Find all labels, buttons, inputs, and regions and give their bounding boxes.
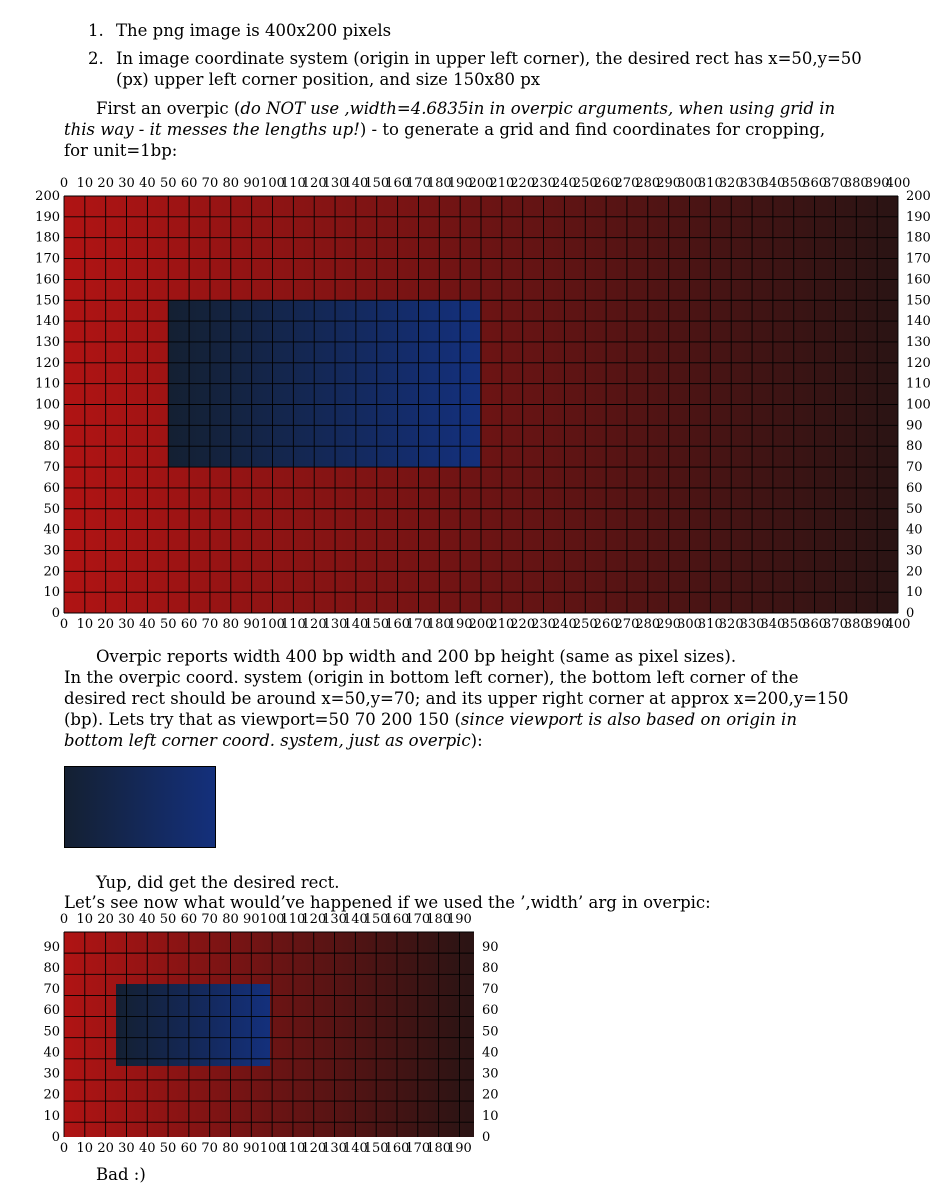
y-tick-label-left: 150: [35, 293, 60, 309]
x-tick-label-top: 40: [138, 912, 156, 927]
x-tick-label-top: 220: [510, 176, 536, 191]
y-tick-label-left: 120: [35, 355, 60, 371]
x-tick-label-top: 70: [201, 912, 218, 927]
x-tick-label-top: 190: [447, 176, 473, 191]
x-tick-label-bottom: 140: [343, 617, 369, 632]
x-tick-label-bottom: 320: [718, 617, 744, 632]
x-tick-label-top: 380: [843, 176, 869, 191]
x-tick-label-bottom: 80: [222, 1141, 239, 1156]
y-tick-label-right: 180: [906, 230, 931, 246]
y-tick-label-left: 200: [35, 189, 60, 204]
para-text: ):: [470, 731, 483, 750]
paragraph-line: Overpic reports width 400 bp width and 200 bp height (same as pixel sizes).: [96, 647, 737, 666]
x-tick-label-top: 390: [864, 176, 890, 191]
x-tick-label-bottom: 60: [180, 1141, 198, 1156]
x-tick-label-bottom: 330: [739, 617, 765, 632]
x-tick-label-bottom: 50: [159, 1141, 177, 1156]
x-tick-label-top: 20: [97, 176, 114, 191]
para-emphasis: do NOT use ,width=4.6835in in overpic arguments, when using grid in: [240, 99, 836, 118]
x-tick-label-top: 190: [447, 912, 472, 927]
x-tick-label-bottom: 370: [823, 617, 848, 632]
y-tick-label-left: 140: [35, 314, 60, 330]
list-text: In image coordinate system (origin in upper left corner), the desired rect has x=50,y=50: [116, 49, 862, 68]
x-tick-label-bottom: 70: [201, 1141, 218, 1156]
x-tick-label-top: 130: [322, 176, 348, 191]
y-tick-label-right: 50: [906, 501, 923, 517]
x-tick-label-top: 270: [614, 176, 640, 191]
y-tick-label-left: 10: [43, 585, 60, 601]
x-tick-label-bottom: 200: [468, 617, 494, 632]
y-tick-label-right: 60: [906, 480, 923, 496]
y-tick-label-right: 20: [906, 564, 923, 580]
para-emphasis: bottom left corner coord. system, just as overpic: [64, 731, 471, 750]
y-tick-label-left: 90: [43, 418, 60, 434]
x-tick-label-bottom: 110: [280, 617, 306, 632]
y-tick-label-left: 170: [35, 251, 60, 267]
y-tick-label-right: 40: [482, 1045, 499, 1061]
x-tick-label-top: 330: [739, 176, 765, 191]
y-tick-label-left: 190: [35, 209, 60, 225]
x-tick-label-top: 50: [159, 176, 177, 191]
x-tick-label-top: 170: [405, 912, 431, 927]
y-tick-label-right: 170: [906, 251, 931, 267]
x-tick-label-bottom: 160: [385, 617, 411, 632]
x-tick-label-top: 370: [823, 176, 848, 191]
y-tick-label-left: 20: [43, 1087, 60, 1103]
y-tick-label-right: 60: [482, 1003, 499, 1019]
y-tick-label-right: 100: [906, 397, 931, 413]
x-tick-label-top: 340: [760, 176, 786, 191]
y-tick-label-right: 30: [906, 543, 923, 559]
y-tick-label-left: 20: [43, 564, 60, 580]
x-tick-label-bottom: 180: [426, 617, 452, 632]
x-tick-label-top: 100: [260, 176, 285, 191]
y-tick-label-right: 130: [906, 334, 931, 350]
x-tick-label-bottom: 340: [760, 617, 786, 632]
list-number: 1.: [88, 21, 104, 40]
x-tick-label-bottom: 170: [405, 1141, 431, 1156]
x-tick-label-top: 320: [718, 176, 744, 191]
x-tick-label-top: 10: [76, 176, 94, 191]
para-emphasis: since viewport is also based on origin in: [460, 710, 797, 729]
x-tick-label-top: 150: [363, 912, 389, 927]
x-tick-label-bottom: 40: [139, 617, 156, 632]
y-tick-label-right: 10: [906, 585, 923, 601]
list-item-continuation: (px) upper left corner position, and size 150x80 px: [116, 70, 541, 89]
y-tick-label-left: 0: [51, 606, 60, 621]
x-tick-label-bottom: 240: [551, 617, 577, 632]
x-tick-label-top: 80: [222, 912, 239, 927]
x-tick-label-bottom: 280: [635, 617, 661, 632]
x-tick-label-bottom: 170: [406, 617, 431, 632]
y-tick-label-right: 80: [482, 960, 499, 976]
x-tick-label-top: 290: [656, 176, 682, 191]
y-tick-label-left: 160: [35, 272, 60, 288]
x-tick-label-top: 110: [280, 912, 306, 927]
x-tick-label-bottom: 150: [364, 617, 390, 632]
x-tick-label-bottom: 10: [76, 1141, 94, 1156]
y-tick-label-left: 50: [43, 1024, 60, 1040]
para-text: First an overpic (: [96, 99, 241, 118]
x-tick-label-top: 80: [222, 176, 240, 191]
x-tick-label-top: 110: [280, 176, 306, 191]
x-tick-label-top: 120: [301, 912, 327, 927]
x-tick-label-bottom: 90: [243, 1141, 260, 1156]
y-tick-label-left: 70: [43, 460, 60, 476]
y-tick-label-right: 10: [482, 1108, 499, 1124]
x-tick-label-top: 180: [426, 912, 452, 927]
x-tick-label-top: 30: [118, 912, 135, 927]
x-tick-label-top: 360: [802, 176, 828, 191]
y-tick-label-right: 90: [906, 418, 923, 434]
y-tick-label-left: 100: [35, 397, 60, 413]
x-tick-label-top: 70: [201, 176, 219, 191]
x-tick-label-bottom: 310: [697, 617, 723, 632]
y-tick-label-right: 0: [906, 606, 915, 621]
x-tick-label-bottom: 230: [531, 617, 556, 632]
x-tick-label-top: 180: [426, 176, 452, 191]
x-tick-label-top: 350: [781, 176, 807, 191]
para-text: ) - to generate a grid and find coordinates for cropping,: [359, 120, 826, 139]
x-tick-label-bottom: 220: [510, 617, 536, 632]
x-tick-label-top: 60: [180, 912, 198, 927]
x-tick-label-bottom: 290: [656, 617, 682, 632]
x-tick-label-bottom: 40: [138, 1141, 156, 1156]
y-tick-label-right: 80: [906, 439, 923, 455]
y-tick-label-right: 50: [482, 1024, 499, 1040]
x-tick-label-bottom: 270: [614, 617, 640, 632]
x-tick-label-top: 10: [76, 912, 94, 927]
y-tick-label-left: 130: [35, 334, 60, 350]
x-tick-label-top: 210: [489, 176, 515, 191]
y-tick-label-left: 80: [43, 960, 60, 976]
y-tick-label-left: 10: [43, 1108, 60, 1124]
x-tick-label-bottom: 30: [118, 617, 135, 632]
x-tick-label-bottom: 190: [447, 617, 473, 632]
x-tick-label-top: 150: [364, 176, 390, 191]
y-tick-label-right: 160: [906, 272, 931, 288]
x-tick-label-top: 30: [118, 176, 135, 191]
y-tick-label-right: 70: [482, 982, 499, 998]
y-tick-label-right: 70: [906, 460, 923, 476]
x-tick-label-bottom: 70: [201, 617, 219, 632]
x-tick-label-bottom: 250: [572, 617, 598, 632]
x-tick-label-top: 0: [59, 912, 69, 927]
x-tick-label-bottom: 130: [322, 617, 348, 632]
y-tick-label-left: 40: [43, 1045, 60, 1061]
y-tick-label-left: 40: [43, 522, 60, 538]
paragraph-line: desired rect should be around x=50,y=70; and its upper right corner at approx x=200,y=150: [64, 689, 849, 708]
x-tick-label-bottom: 30: [118, 1141, 135, 1156]
y-tick-label-right: 20: [482, 1087, 499, 1103]
x-tick-label-bottom: 100: [260, 617, 285, 632]
x-tick-label-bottom: 120: [301, 617, 327, 632]
y-tick-label-left: 60: [43, 1003, 60, 1019]
y-tick-label-left: 60: [43, 480, 60, 496]
y-tick-label-left: 80: [43, 439, 60, 455]
x-tick-label-top: 400: [885, 176, 911, 191]
x-tick-label-bottom: 130: [322, 1141, 347, 1156]
x-tick-label-bottom: 90: [243, 617, 260, 632]
y-tick-label-left: 180: [35, 230, 60, 246]
para-text: (bp). Lets try that as viewport=50 70 200 150 (: [64, 710, 461, 729]
y-tick-label-right: 30: [482, 1066, 499, 1082]
x-tick-label-top: 230: [531, 176, 556, 191]
y-tick-label-right: 110: [906, 376, 931, 392]
y-tick-label-left: 30: [43, 543, 60, 559]
x-tick-label-top: 260: [593, 176, 619, 191]
x-tick-label-bottom: 0: [59, 1141, 69, 1156]
paragraph-line: Bad :): [96, 1165, 146, 1184]
list-text: The png image is 400x200 pixels: [116, 21, 392, 40]
x-tick-label-bottom: 20: [97, 1141, 114, 1156]
x-tick-label-bottom: 160: [384, 1141, 410, 1156]
x-tick-label-top: 300: [677, 176, 702, 191]
y-tick-label-left: 0: [51, 1130, 60, 1145]
x-tick-label-top: 250: [572, 176, 598, 191]
y-tick-label-right: 190: [906, 209, 931, 225]
list-number: 2.: [88, 49, 104, 68]
x-tick-label-bottom: 350: [781, 617, 807, 632]
y-tick-label-right: 200: [906, 189, 931, 204]
para-emphasis: this way - it messes the lengths up!: [64, 120, 360, 139]
x-tick-label-top: 280: [635, 176, 661, 191]
x-tick-label-bottom: 190: [447, 1141, 472, 1156]
x-tick-label-bottom: 300: [677, 617, 702, 632]
x-tick-label-bottom: 100: [259, 1141, 285, 1156]
x-tick-label-top: 130: [322, 912, 347, 927]
x-tick-label-bottom: 10: [76, 617, 94, 632]
blue-rect: [116, 984, 270, 1066]
x-tick-label-top: 40: [139, 176, 156, 191]
paragraph-line: Yup, did get the desired rect.: [96, 873, 340, 892]
paragraph-line: for unit=1bp:: [64, 141, 178, 160]
y-tick-label-left: 90: [43, 939, 60, 955]
y-tick-label-left: 50: [43, 501, 60, 517]
x-tick-label-top: 100: [259, 912, 285, 927]
x-tick-label-top: 160: [384, 912, 410, 927]
x-tick-label-top: 240: [551, 176, 577, 191]
x-tick-label-top: 20: [97, 912, 114, 927]
x-tick-label-top: 0: [59, 176, 69, 191]
x-tick-label-top: 60: [180, 176, 198, 191]
y-tick-label-right: 150: [906, 293, 931, 309]
x-tick-label-bottom: 390: [864, 617, 890, 632]
x-tick-label-bottom: 360: [802, 617, 828, 632]
y-tick-label-right: 120: [906, 355, 931, 371]
x-tick-label-bottom: 260: [593, 617, 619, 632]
y-tick-label-right: 40: [906, 522, 923, 538]
y-tick-label-right: 90: [482, 939, 499, 955]
y-tick-label-left: 70: [43, 982, 60, 998]
paragraph-line: In the overpic coord. system (origin in bottom left corner), the bottom left corner of the: [64, 668, 799, 687]
x-tick-label-bottom: 400: [885, 617, 911, 632]
x-tick-label-top: 140: [342, 912, 368, 927]
paragraph-line: Let’s see now what would’ve happened if we used the ’,width’ arg in overpic:: [64, 893, 711, 912]
x-tick-label-top: 50: [159, 912, 177, 927]
y-tick-label-right: 140: [906, 314, 931, 330]
x-tick-label-bottom: 380: [843, 617, 869, 632]
x-tick-label-bottom: 110: [280, 1141, 306, 1156]
x-tick-label-bottom: 140: [342, 1141, 368, 1156]
x-tick-label-top: 90: [243, 176, 260, 191]
y-tick-label-right: 0: [482, 1130, 491, 1145]
x-tick-label-bottom: 0: [59, 617, 69, 632]
x-tick-label-top: 120: [301, 176, 327, 191]
y-tick-label-left: 110: [35, 376, 60, 392]
y-tick-label-left: 30: [43, 1066, 60, 1082]
x-tick-label-top: 310: [697, 176, 723, 191]
x-tick-label-top: 170: [406, 176, 431, 191]
x-tick-label-bottom: 120: [301, 1141, 327, 1156]
x-tick-label-bottom: 180: [426, 1141, 452, 1156]
x-tick-label-top: 140: [343, 176, 369, 191]
x-tick-label-bottom: 60: [180, 617, 198, 632]
x-tick-label-top: 90: [243, 912, 260, 927]
x-tick-label-top: 200: [468, 176, 494, 191]
x-tick-label-bottom: 210: [489, 617, 515, 632]
x-tick-label-bottom: 50: [159, 617, 177, 632]
x-tick-label-bottom: 20: [97, 617, 114, 632]
x-tick-label-bottom: 150: [363, 1141, 389, 1156]
x-tick-label-top: 160: [385, 176, 411, 191]
x-tick-label-bottom: 80: [222, 617, 240, 632]
